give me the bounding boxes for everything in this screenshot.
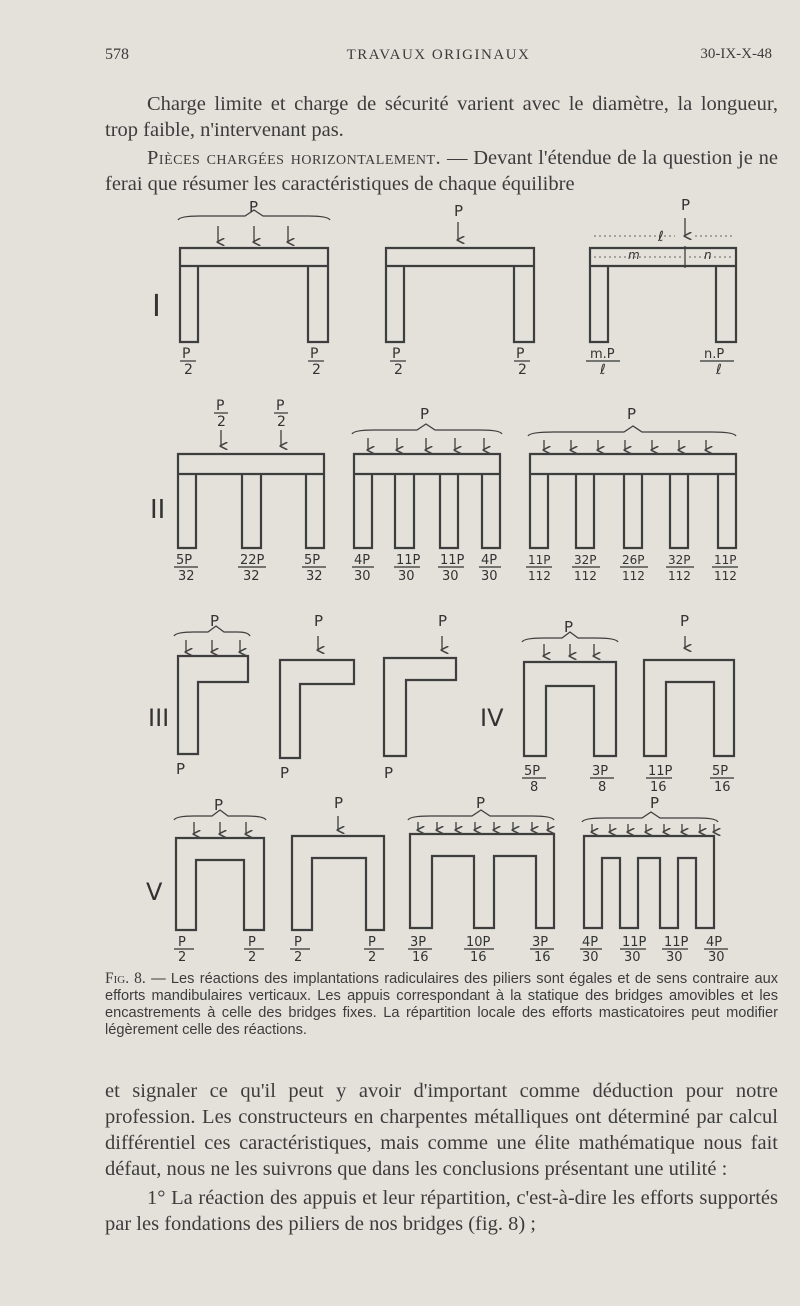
figure-caption — [105, 970, 778, 1039]
reaction-den: 8 — [530, 780, 539, 795]
cantilever-iii-b — [280, 612, 354, 782]
reaction-num: 11P — [528, 553, 551, 567]
reaction-den: 112 — [668, 569, 691, 583]
row-ii — [150, 398, 738, 584]
bridge-v-d — [582, 794, 718, 928]
reaction-num: 26P — [622, 553, 645, 567]
reaction-label: P — [384, 764, 394, 782]
reaction-num: 3P — [592, 764, 609, 779]
reaction-label: P — [176, 760, 186, 778]
bridge-v-b — [292, 794, 384, 930]
reaction-num: 11P — [396, 553, 421, 568]
load-label: P — [314, 612, 324, 630]
row-label-ii: II — [150, 495, 166, 525]
reaction-den: 8 — [598, 780, 607, 795]
load-label: P — [214, 796, 224, 814]
bridge-i-b — [386, 202, 534, 378]
reaction-den: 2 — [394, 362, 403, 378]
row-label-iii: III — [148, 704, 170, 732]
cantilever-iii-c — [384, 612, 456, 782]
reaction-num: P — [178, 935, 186, 950]
reaction-den: 30 — [624, 950, 641, 965]
caption-text: — Les réactions des implantations radiculaires des piliers sont égales et de sens contraire aux efforts mandibulaires verticaux. Les appuis correspondant à la statique des bridges amovibles et les encastrements à celle des bridges fixes. La répartition locale des efforts masticatoires peut modifier légèrement celle des réactions. — [105, 971, 778, 1038]
reaction-num: P — [294, 935, 302, 950]
reaction-den: 30 — [666, 950, 683, 965]
reaction-num: 5P — [176, 553, 193, 568]
load-num: P — [276, 398, 285, 414]
reaction-den: 32 — [178, 569, 195, 584]
reaction-num: P — [368, 935, 376, 950]
load-den: 2 — [217, 414, 226, 430]
reaction-num: 5P — [304, 553, 321, 568]
span-length: ℓ — [658, 229, 664, 245]
row-label-iv: IV — [480, 704, 504, 732]
caption-lead: Fig. 8. — [105, 970, 146, 987]
row-label-v: V — [146, 878, 163, 906]
load-label: P — [420, 405, 430, 423]
load-label: P — [681, 196, 691, 214]
reaction-num: 5P — [712, 764, 729, 779]
reaction-num: m.P — [590, 347, 615, 362]
reaction-den: 16 — [534, 950, 551, 965]
reaction-den: 112 — [528, 569, 551, 583]
reaction-num: 32P — [668, 553, 691, 567]
reaction-num: 4P — [481, 553, 498, 568]
paragraph-text: — Devant l'étendue de la question je ne ferai que résumer les caractéristiques de chaque équilibre — [105, 147, 778, 195]
reaction-num: 11P — [440, 553, 465, 568]
reaction-den: 16 — [470, 950, 487, 965]
reaction-num: P — [310, 346, 319, 362]
page-header — [105, 46, 772, 70]
row-i — [152, 196, 736, 378]
segment-n: n — [704, 248, 712, 262]
reaction-den: 30 — [582, 950, 599, 965]
reaction-den: 112 — [622, 569, 645, 583]
reaction-den: 2 — [178, 950, 187, 965]
reaction-num: 4P — [354, 553, 371, 568]
reaction-num: 11P — [714, 553, 737, 567]
reaction-num: 3P — [410, 935, 427, 950]
bridge-iv-a — [522, 618, 618, 756]
reaction-den: 32 — [306, 569, 323, 584]
segment-m: m — [628, 248, 640, 262]
figure-8 — [130, 196, 740, 966]
reaction-den: ℓ — [716, 362, 722, 378]
load-label: P — [680, 612, 690, 630]
reaction-num: 11P — [664, 935, 689, 950]
load-den: 2 — [277, 414, 286, 430]
reaction-den: 2 — [248, 950, 257, 965]
paragraph-reaction-appuis: 1° La réaction des appuis et leur répartition, c'est-à-dire les efforts supportés par les fondations des piliers de nos bridges (fig. 8) ; — [105, 1187, 778, 1235]
paragraph-pieces-chargees — [105, 145, 778, 197]
reaction-den: 30 — [442, 569, 459, 584]
reaction-num: 4P — [582, 935, 599, 950]
reaction-num: P — [516, 346, 525, 362]
bridge-i-c — [586, 196, 736, 378]
reaction-num: P — [392, 346, 401, 362]
reaction-num: 5P — [524, 764, 541, 779]
load-label: P — [438, 612, 448, 630]
paragraph-charge-limite: Charge limite et charge de sécurité varient avec le diamètre, la longueur, trop faible, n'intervenant pas. — [105, 93, 778, 141]
reaction-num: P — [248, 935, 256, 950]
reaction-den: 32 — [243, 569, 260, 584]
row-iv — [480, 612, 734, 795]
reaction-den: 2 — [518, 362, 527, 378]
reaction-num: 32P — [574, 553, 597, 567]
bridge-ii-c — [526, 405, 738, 583]
load-label: P — [650, 794, 660, 812]
load-num: P — [216, 398, 225, 414]
row-label-i: I — [152, 289, 161, 324]
load-label: P — [627, 405, 637, 423]
bridge-v-c — [408, 794, 554, 928]
reaction-num: P — [182, 346, 191, 362]
header-date: 30-IX-X-48 — [700, 46, 772, 62]
reaction-den: 112 — [714, 569, 737, 583]
reaction-num: n.P — [704, 347, 725, 362]
bridge-iv-b — [644, 612, 734, 756]
load-label: P — [476, 794, 486, 812]
load-label: P — [249, 198, 259, 216]
reaction-den: 2 — [312, 362, 321, 378]
bridge-v-a — [174, 796, 266, 930]
paragraph-signaler: et signaler ce qu'il peut y avoir d'important comme déduction pour notre profession. Les constructeurs en charpentes métalliques ont déterminé par calcul différentiel ces caractéristiques, mais comme une élite mathématique nous fait défaut, nous ne les suivrons que dans les conclusions présentant une utilité : — [105, 1080, 778, 1180]
reaction-den: 30 — [481, 569, 498, 584]
bridge-i-a — [178, 198, 330, 378]
reaction-den: 112 — [574, 569, 597, 583]
reaction-den: 16 — [412, 950, 429, 965]
reaction-den: 2 — [184, 362, 193, 378]
load-label: P — [564, 618, 574, 636]
row-v — [146, 794, 728, 965]
reaction-den: 16 — [650, 780, 667, 795]
bridge-ii-a — [174, 398, 326, 584]
reaction-den: 30 — [398, 569, 415, 584]
running-title: TRAVAUX ORIGINAUX — [346, 47, 531, 63]
reaction-den: 2 — [368, 950, 377, 965]
reaction-den: 30 — [708, 950, 725, 965]
reaction-den: 2 — [294, 950, 303, 965]
bridge-ii-b — [352, 405, 502, 584]
reaction-den: ℓ — [600, 362, 606, 378]
row-iii — [148, 612, 456, 782]
reaction-num: 22P — [240, 553, 265, 568]
reaction-num: 11P — [622, 935, 647, 950]
reaction-num: 11P — [648, 764, 673, 779]
cantilever-iii-a — [174, 612, 250, 778]
load-label: P — [210, 612, 220, 630]
reaction-den: 30 — [354, 569, 371, 584]
page-number: 578 — [105, 46, 129, 63]
reaction-label: P — [280, 764, 290, 782]
reaction-num: 3P — [532, 935, 549, 950]
load-label: P — [454, 202, 464, 220]
reaction-den: 16 — [714, 780, 731, 795]
reaction-num: 10P — [466, 935, 491, 950]
load-label: P — [334, 794, 344, 812]
section-lead: Pièces chargées horizontalement. — [147, 147, 442, 169]
reaction-num: 4P — [706, 935, 723, 950]
